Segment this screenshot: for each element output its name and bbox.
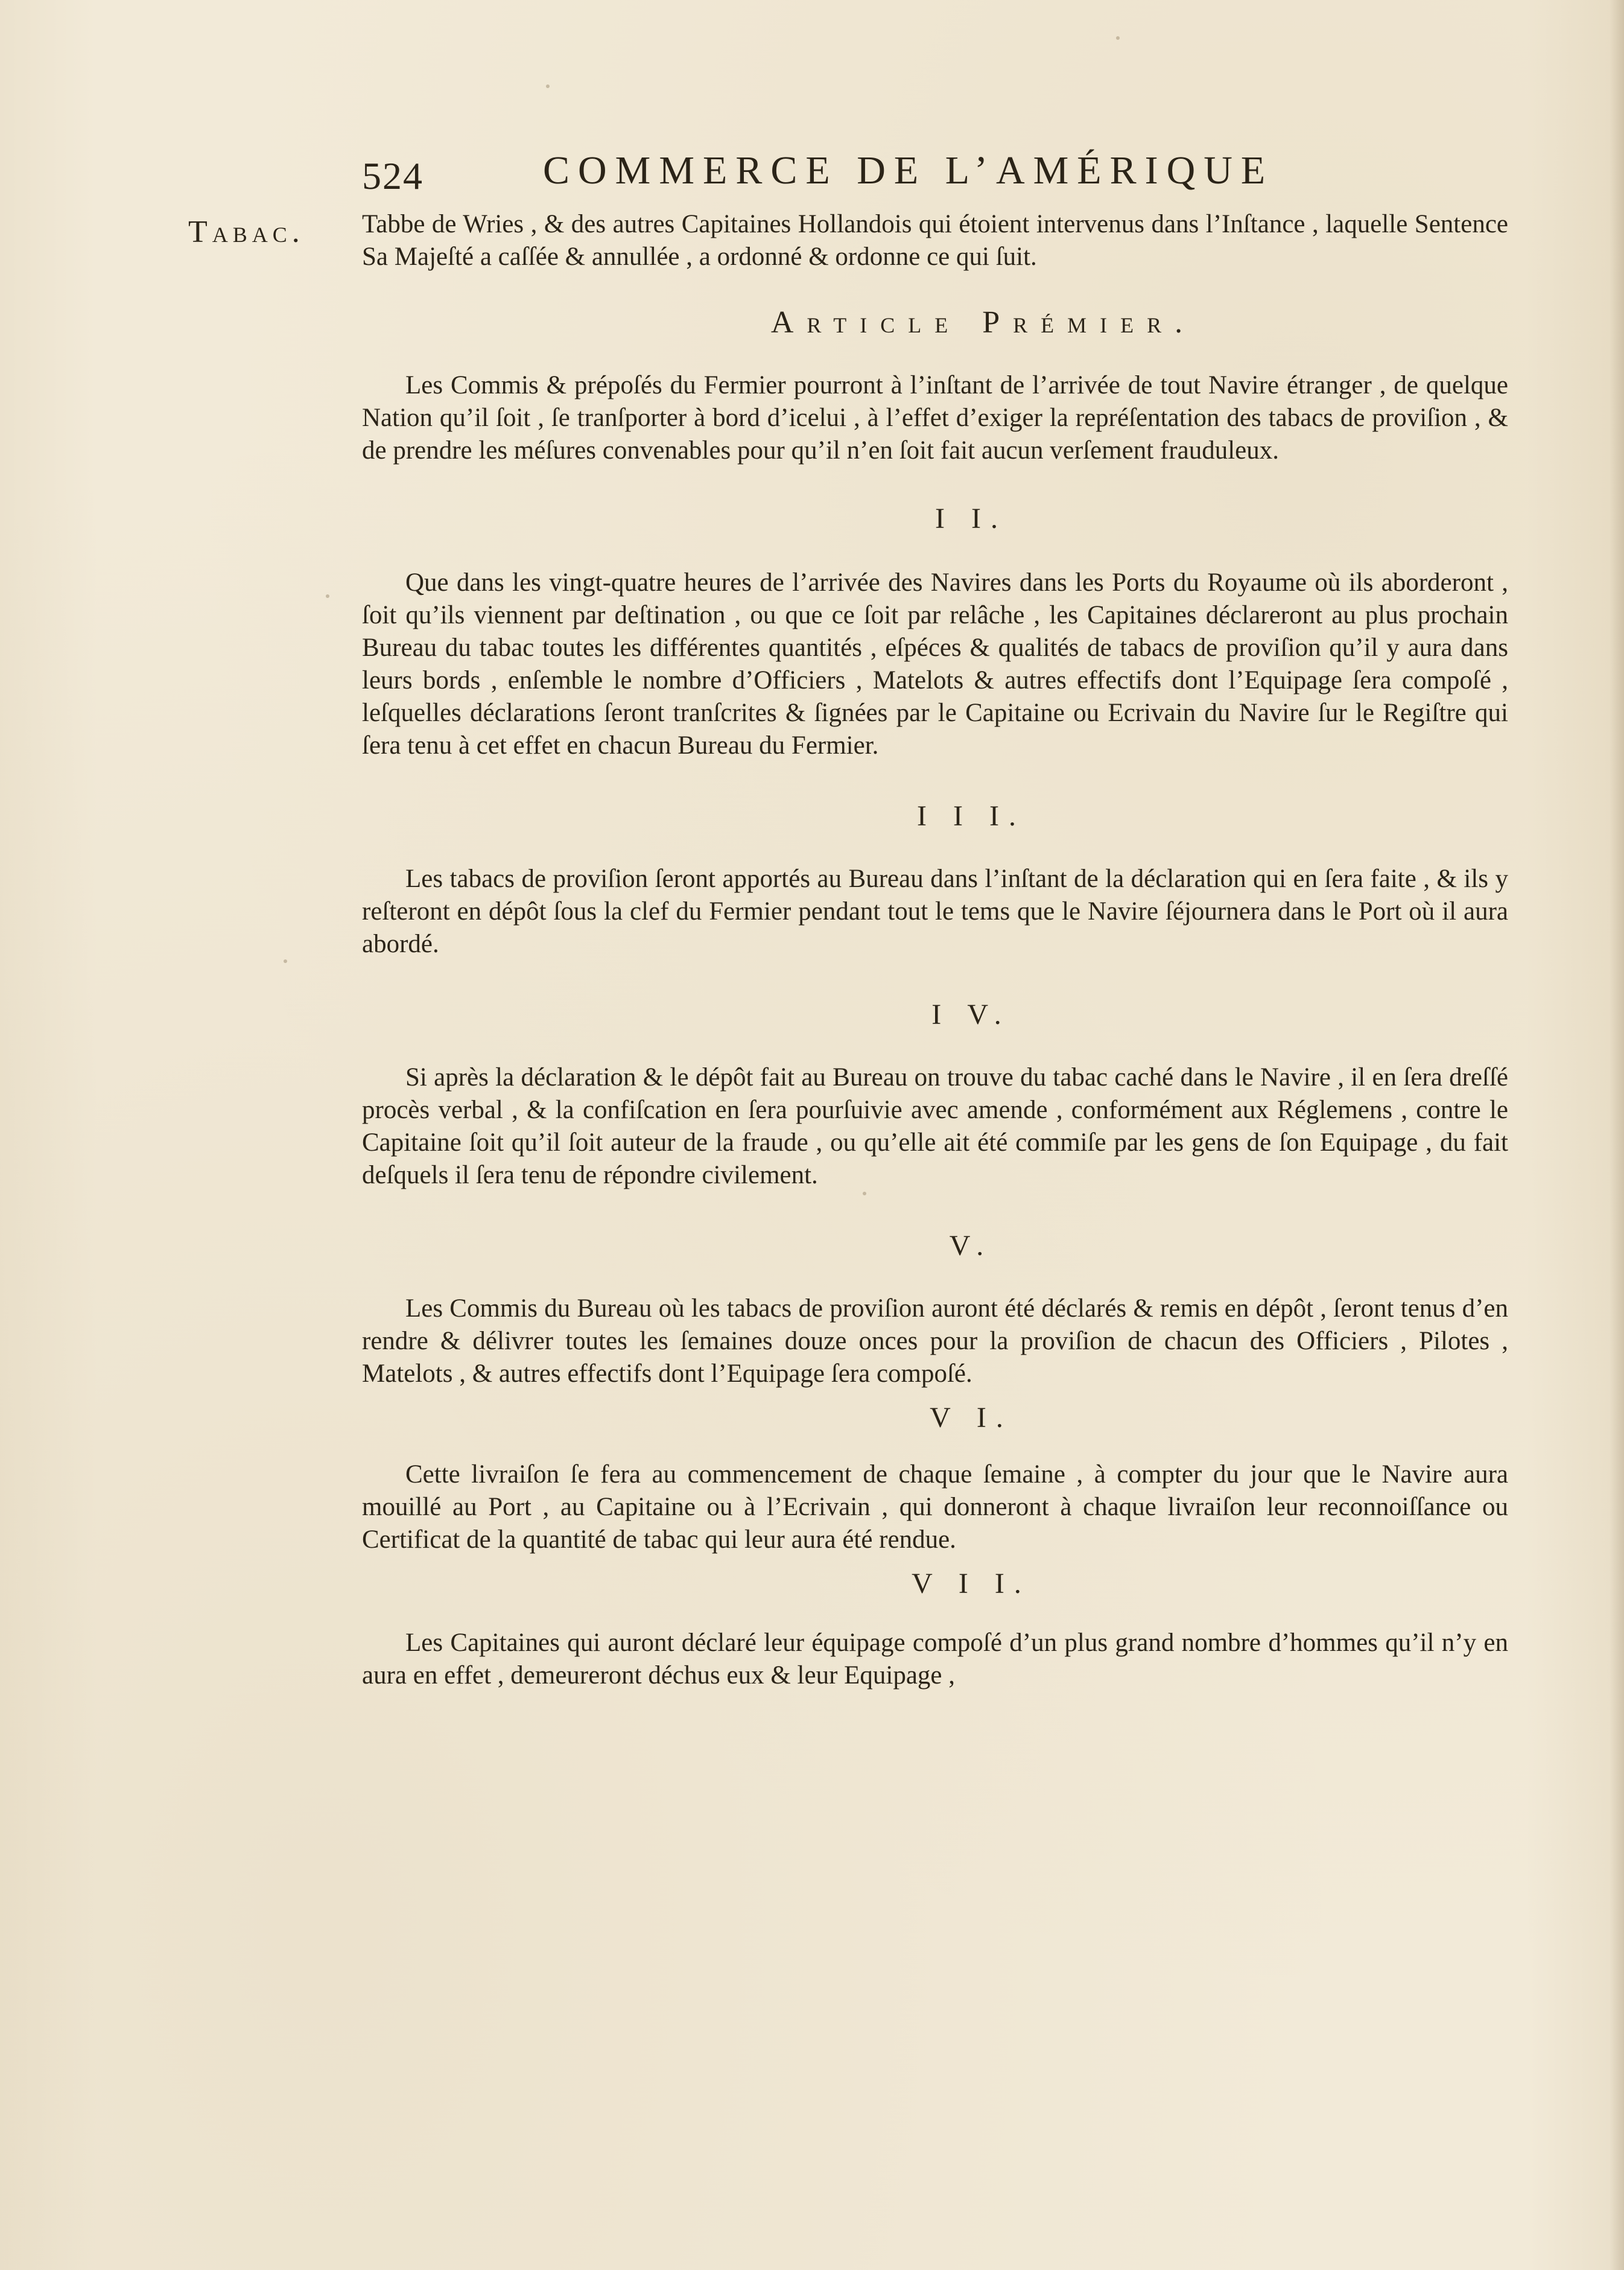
intro-paragraph: Tabbe de Wries , & des autres Capitaines Hollandois qui étoient intervenus dans l’Inſtance , laquelle Sentence Sa Majeſté a caſſée & annullée , a ordonné & ordonne ce qui ſuit. xyxy=(362,210,1508,271)
margin-note: Tabac. xyxy=(188,215,305,249)
article-text: Si après la déclaration & le dépôt fait au Bureau on trouve du tabac caché dans le Navire , il en ſera dreſſé procès verbal , & la confiſcation en ſera pourſuivie avec amende , conformément aux Réglemens , contre le Capitaine ſoit qu’il ſoit auteur de la fraude , ou qu’elle ait été commiſe par les gens de ſon Equipage , du fait deſquels il ſera tenu de répondre civilement. xyxy=(362,1063,1508,1189)
paper-speck xyxy=(546,84,550,88)
paper-speck xyxy=(1116,36,1120,40)
running-title: COMMERCE DE L’AMÉRIQUE xyxy=(543,148,1274,192)
article-heading: V. xyxy=(949,1230,994,1262)
page-body xyxy=(362,208,1508,1692)
page-number: 524 xyxy=(362,154,423,197)
article-text: Les Commis du Bureau où les tabacs de proviſion auront été déclarés & remis en dépôt , ſeront tenus d’en rendre & délivrer toutes les ſemaines douze onces pour la proviſion de chacun des Officiers , Pilotes , Matelots , & autres effectifs dont l’Equipage ſera compoſé. xyxy=(362,1294,1508,1388)
page-header xyxy=(362,148,1339,202)
article-heading: Article Prémier. xyxy=(770,305,1196,340)
article-text: Que dans les vingt-quatre heures de l’arrivée des Navires dans les Ports du Royaume où ils aborderont , ſoit qu’ils viennent par deſtination , ou que ce ſoit par relâche , les Capitaines déclareront au plus prochain Bureau du tabac toutes les différentes quantités , eſpéces & qualités de tabacs de proviſion qu’il y aura dans leurs bords , enſemble le nombre d’Officiers , Matelots & autres effectifs dont l’Equipage ſera compoſé , leſquelles déclarations ſeront tranſcrites & ſignées par le Capitaine ou Ecrivain du Navire ſur le Regiſtre qui ſera tenu à cet effet en chacun Bureau du Fermier. xyxy=(362,568,1508,760)
article-heading: I I. xyxy=(935,503,1007,535)
article-text: Les Capitaines qui auront déclaré leur équipage compoſé d’un plus grand nombre d’hommes qu’il n’y en aura en effet , demeureront déchus eux & leur Equipage , xyxy=(362,1629,1508,1690)
article-heading: I I I. xyxy=(917,800,1026,832)
article-heading: V I I. xyxy=(912,1568,1031,1600)
article-text: Les Commis & prépoſés du Fermier pourront à l’inſtant de l’arrivée de tout Navire étranger , de quelque Nation qu’il ſoit , ſe tranſporter à bord d’icelui , à l’effet d’exiger la repréſentation des tabacs de proviſion , & de prendre les méſures convenables pour qu’il n’en ſoit fait aucun verſement frauduleux. xyxy=(362,371,1508,465)
article-heading: V I. xyxy=(930,1402,1013,1434)
article-heading: I V. xyxy=(931,999,1011,1031)
article-text: Les tabacs de proviſion ſeront apportés au Bureau dans l’inſtant de la déclaration qui en ſera faite , & ils y reſteront en dépôt ſous la clef du Fermier pendant tout le tems que le Navire ſéjournera dans le Port où il aura abordé. xyxy=(362,865,1508,958)
article-text: Cette livraiſon ſe fera au commencement de chaque ſemaine , à compter du jour que le Navire aura mouillé au Port , au Capitaine ou à l’Ecrivain , qui donneront à chaque livraiſon leur reconnoiſſance ou Certificat de la quantité de tabac qui leur aura été rendue. xyxy=(362,1460,1508,1554)
paper-speck xyxy=(326,594,329,598)
paper-speck xyxy=(284,959,287,963)
page-binding-shadow xyxy=(1610,0,1624,2270)
